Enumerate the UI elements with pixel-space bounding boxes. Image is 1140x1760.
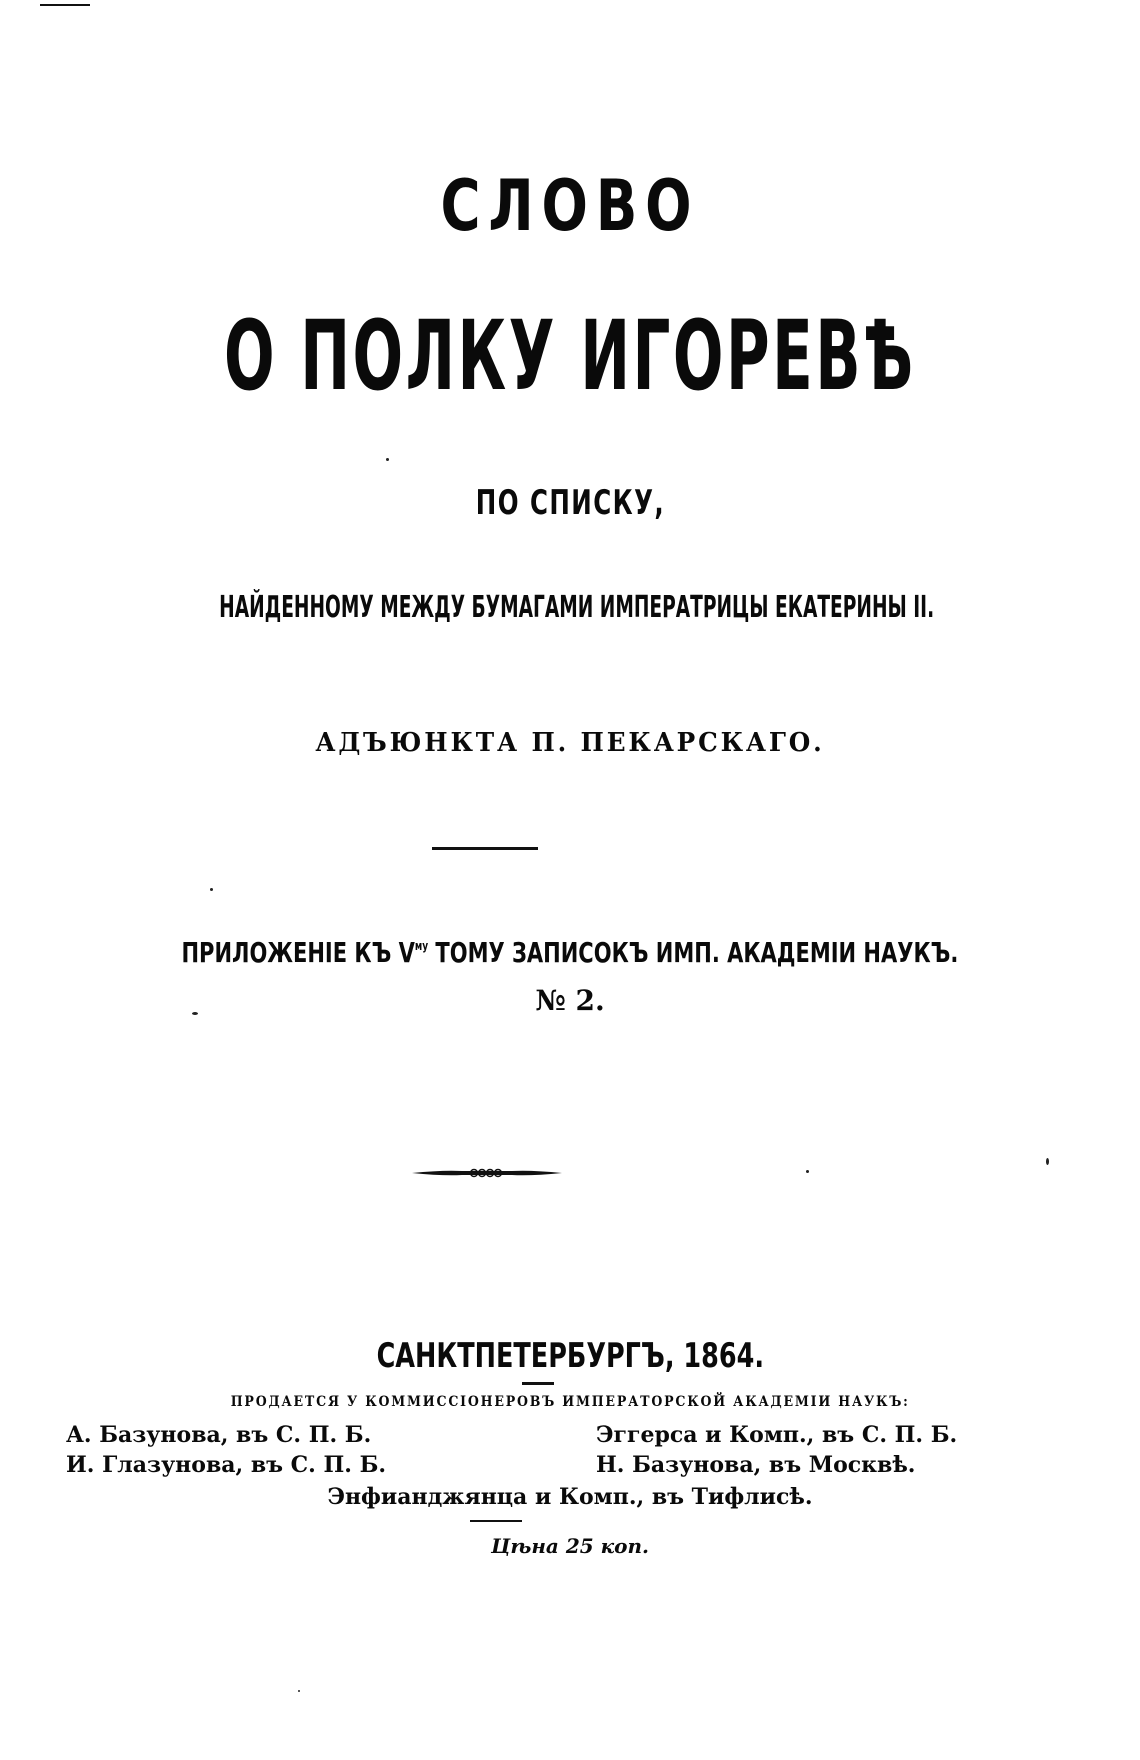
price: Цѣна 25 коп. [491,1534,649,1558]
dealer-entry: Эггерса и Комп., въ С. П. Б. [596,1422,958,1448]
top-edge-mark [40,4,90,6]
appendix-text-before: ПРИЛОЖЕНІЕ КЪ V [181,936,415,969]
author-line: АДЪЮНКТА П. ПЕКАРСКАГО. [315,728,825,758]
ornament-divider [412,1166,562,1180]
print-speck [1046,1158,1049,1165]
print-speck [298,1690,300,1692]
title-line-1: СЛОВО [440,165,700,247]
subtitle-line-1: ПО СПИСКУ, [475,483,665,523]
divider-rule [432,847,538,850]
dealer-entry: Энфианджянца и Комп., въ Тифлисѣ. [327,1484,813,1510]
dealer-entry: И. Глазунова, въ С. П. Б. [66,1452,387,1478]
sold-by-line: ПРОДАЕТСЯ У КОММИССІОНЕРОВЪ ИМПЕРАТОРСКОЙ АКАДЕМІИ НАУКЪ: [230,1394,910,1410]
dealer-entry: А. Базунова, въ С. П. Б. [66,1422,372,1448]
appendix-text-after: ТОМУ ЗАПИСОКЪ ИМП. АКАДЕМІИ НАУКЪ. [428,936,959,969]
appendix-line [0,936,1140,969]
print-speck [210,888,213,891]
subtitle-line-2: НАЙДЕННОМУ МЕЖДУ БУМАГАМИ ИМПЕРАТРИЦЫ ЕКАТЕРИНЫ II. [219,590,935,625]
title-line-2: О ПОЛКУ ИГОРЕВѢ [224,300,916,412]
appendix-number: № 2. [535,984,605,1017]
price-rule [470,1520,522,1522]
dealer-entry: Н. Базунова, въ Москвѣ. [596,1452,916,1478]
short-rule [522,1382,554,1385]
print-speck [192,1012,198,1015]
print-speck [806,1170,809,1173]
appendix-superscript: му [414,939,429,953]
print-speck [386,458,389,461]
city-year: САНКТПЕТЕРБУРГЪ, 1864. [376,1336,764,1376]
